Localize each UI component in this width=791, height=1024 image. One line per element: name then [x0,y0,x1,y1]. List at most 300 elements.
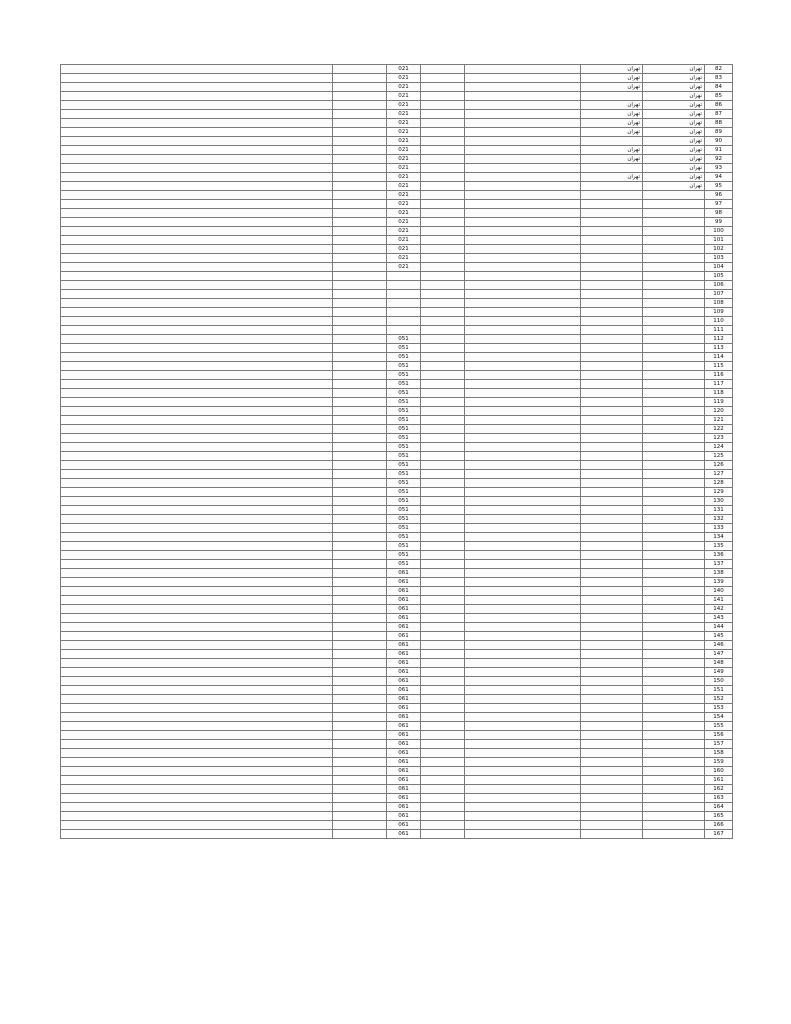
phone-cell [333,776,387,785]
table-row [61,524,733,533]
city-cell [581,479,643,488]
table-row [61,407,733,416]
area-code-cell: 021 [387,254,421,263]
area-code-cell [387,308,421,317]
row-number-cell: 112 [705,335,733,344]
row-number-cell: 147 [705,650,733,659]
address-cell [61,641,333,650]
branch-name-cell [465,578,581,587]
area-code-cell: 051 [387,551,421,560]
table-row [61,416,733,425]
phone-cell [333,713,387,722]
address-cell [61,695,333,704]
row-number-cell: 99 [705,218,733,227]
branch-code-cell [421,281,465,290]
address-cell [61,488,333,497]
address-cell [61,416,333,425]
city-cell: تهران [581,128,643,137]
branch-code-cell [421,263,465,272]
address-cell [61,236,333,245]
row-number-cell: 148 [705,659,733,668]
city-cell [581,317,643,326]
address-cell [61,128,333,137]
phone-cell [333,317,387,326]
row-number-cell: 106 [705,281,733,290]
branch-code-cell [421,191,465,200]
table-row [61,353,733,362]
branch-code-cell [421,605,465,614]
branch-name-cell [465,227,581,236]
row-number-cell: 95 [705,182,733,191]
address-cell [61,326,333,335]
branch-code-cell [421,101,465,110]
address-cell [61,740,333,749]
phone-cell [333,119,387,128]
row-number-cell: 118 [705,389,733,398]
branch-name-cell [465,416,581,425]
branch-name-cell [465,704,581,713]
row-number-cell: 158 [705,749,733,758]
branch-code-cell [421,587,465,596]
branch-name-cell [465,524,581,533]
phone-cell [333,488,387,497]
province-cell [643,785,705,794]
area-code-cell: 021 [387,164,421,173]
table-row [61,479,733,488]
phone-cell [333,677,387,686]
row-number-cell: 83 [705,74,733,83]
row-number-cell: 111 [705,326,733,335]
table-row [61,785,733,794]
table-row [61,281,733,290]
city-cell [581,326,643,335]
row-number-cell: 139 [705,578,733,587]
table-row [61,605,733,614]
city-cell [581,596,643,605]
branch-name-cell [465,155,581,164]
phone-cell [333,731,387,740]
province-cell [643,371,705,380]
address-cell [61,506,333,515]
province-cell [643,659,705,668]
area-code-cell: 051 [387,542,421,551]
row-number-cell: 89 [705,128,733,137]
province-cell: تهران [643,146,705,155]
city-cell [581,560,643,569]
branch-code-cell [421,344,465,353]
province-cell: تهران [643,74,705,83]
branch-code-cell [421,209,465,218]
area-code-cell: 061 [387,803,421,812]
province-cell [643,200,705,209]
address-cell [61,137,333,146]
branch-name-cell [465,119,581,128]
branch-name-cell [465,695,581,704]
table-row [61,596,733,605]
row-number-cell: 143 [705,614,733,623]
row-number-cell: 133 [705,524,733,533]
row-number-cell: 87 [705,110,733,119]
area-code-cell: 021 [387,209,421,218]
area-code-cell: 051 [387,479,421,488]
branch-name-cell [465,92,581,101]
province-cell [643,407,705,416]
city-cell [581,623,643,632]
city-cell [581,209,643,218]
branch-code-cell [421,398,465,407]
branch-name-cell [465,389,581,398]
branch-name-cell [465,713,581,722]
phone-cell [333,371,387,380]
area-code-cell: 061 [387,659,421,668]
row-number-cell: 167 [705,830,733,839]
province-cell [643,263,705,272]
province-cell [643,254,705,263]
phone-cell [333,362,387,371]
city-cell [581,353,643,362]
province-cell [643,650,705,659]
row-number-cell: 146 [705,641,733,650]
branch-code-cell [421,830,465,839]
table-row [61,263,733,272]
branch-name-cell [465,371,581,380]
province-cell [643,632,705,641]
phone-cell [333,353,387,362]
province-cell [643,191,705,200]
area-code-cell: 061 [387,623,421,632]
address-cell [61,812,333,821]
city-cell [581,299,643,308]
branch-code-cell [421,371,465,380]
branch-code-cell [421,236,465,245]
province-cell [643,695,705,704]
city-cell [581,830,643,839]
phone-cell [333,299,387,308]
branch-name-cell [465,146,581,155]
row-number-cell: 116 [705,371,733,380]
area-code-cell: 051 [387,434,421,443]
branch-name-cell [465,128,581,137]
area-code-cell: 061 [387,830,421,839]
city-cell [581,749,643,758]
address-cell [61,542,333,551]
area-code-cell: 061 [387,713,421,722]
table-row [61,326,733,335]
table-row [61,164,733,173]
city-cell [581,290,643,299]
city-cell [581,722,643,731]
branch-code-cell [421,623,465,632]
branch-code-cell [421,290,465,299]
table-row [61,74,733,83]
branch-name-cell [465,659,581,668]
table-row [61,695,733,704]
branch-code-cell [421,569,465,578]
branch-name-cell [465,821,581,830]
phone-cell [333,497,387,506]
province-cell [643,533,705,542]
province-cell: تهران [643,164,705,173]
branch-code-cell [421,110,465,119]
table-row [61,218,733,227]
area-code-cell: 021 [387,218,421,227]
city-cell [581,821,643,830]
province-cell [643,290,705,299]
city-cell: تهران [581,65,643,74]
city-cell [581,668,643,677]
row-number-cell: 149 [705,668,733,677]
area-code-cell: 061 [387,821,421,830]
branch-name-cell [465,281,581,290]
address-cell [61,533,333,542]
branch-code-cell [421,137,465,146]
address-cell [61,470,333,479]
address-cell [61,254,333,263]
row-number-cell: 90 [705,137,733,146]
table-row [61,641,733,650]
city-cell [581,515,643,524]
branch-name-cell [465,767,581,776]
branch-name-cell [465,722,581,731]
branch-code-cell [421,155,465,164]
phone-cell [333,749,387,758]
phone-cell [333,794,387,803]
phone-cell [333,740,387,749]
row-number-cell: 86 [705,101,733,110]
table-row [61,632,733,641]
branch-name-cell [465,254,581,263]
province-cell [643,569,705,578]
branch-table-sheet [60,64,732,839]
phone-cell [333,821,387,830]
row-number-cell: 159 [705,758,733,767]
address-cell [61,650,333,659]
city-cell [581,461,643,470]
city-cell [581,425,643,434]
address-cell [61,443,333,452]
table-row [61,452,733,461]
table-row [61,587,733,596]
phone-cell [333,101,387,110]
area-code-cell: 021 [387,101,421,110]
city-cell [581,344,643,353]
branch-code-cell [421,488,465,497]
city-cell [581,506,643,515]
phone-cell [333,83,387,92]
city-cell [581,614,643,623]
city-cell [581,218,643,227]
phone-cell [333,533,387,542]
province-cell: تهران [643,155,705,164]
phone-cell [333,236,387,245]
area-code-cell: 061 [387,794,421,803]
area-code-cell: 051 [387,533,421,542]
city-cell [581,416,643,425]
row-number-cell: 105 [705,272,733,281]
row-number-cell: 154 [705,713,733,722]
area-code-cell: 021 [387,182,421,191]
address-cell [61,731,333,740]
branch-name-cell [465,515,581,524]
area-code-cell [387,272,421,281]
table-row [61,299,733,308]
area-code-cell: 061 [387,758,421,767]
address-cell [61,389,333,398]
table-row [61,569,733,578]
province-cell: تهران [643,101,705,110]
phone-cell [333,479,387,488]
branch-code-cell [421,362,465,371]
table-row [61,668,733,677]
area-code-cell: 021 [387,263,421,272]
phone-cell [333,569,387,578]
area-code-cell: 061 [387,614,421,623]
row-number-cell: 142 [705,605,733,614]
branch-name-cell [465,758,581,767]
province-cell [643,641,705,650]
branch-table [60,64,733,839]
table-row [61,335,733,344]
city-cell [581,236,643,245]
row-number-cell: 103 [705,254,733,263]
address-cell [61,776,333,785]
address-cell [61,794,333,803]
branch-name-cell [465,425,581,434]
table-row [61,749,733,758]
branch-code-cell [421,479,465,488]
city-cell [581,371,643,380]
address-cell [61,308,333,317]
row-number-cell: 110 [705,317,733,326]
branch-name-cell [465,326,581,335]
address-cell [61,758,333,767]
address-cell [61,101,333,110]
province-cell [643,749,705,758]
city-cell [581,335,643,344]
table-row [61,227,733,236]
branch-code-cell [421,758,465,767]
city-cell: تهران [581,74,643,83]
branch-name-cell [465,641,581,650]
area-code-cell: 061 [387,731,421,740]
phone-cell [333,758,387,767]
branch-code-cell [421,722,465,731]
province-cell [643,380,705,389]
city-cell [581,785,643,794]
branch-name-cell [465,542,581,551]
area-code-cell: 051 [387,515,421,524]
branch-name-cell [465,479,581,488]
row-number-cell: 101 [705,236,733,245]
phone-cell [333,110,387,119]
phone-cell [333,380,387,389]
city-cell [581,803,643,812]
table-row [61,362,733,371]
phone-cell [333,164,387,173]
address-cell [61,173,333,182]
phone-cell [333,434,387,443]
province-cell [643,623,705,632]
province-cell [643,731,705,740]
branch-name-cell [465,110,581,119]
area-code-cell: 021 [387,65,421,74]
branch-name-cell [465,776,581,785]
table-row [61,677,733,686]
branch-name-cell [465,506,581,515]
address-cell [61,632,333,641]
province-cell: تهران [643,83,705,92]
phone-cell [333,425,387,434]
phone-cell [333,146,387,155]
province-cell [643,551,705,560]
address-cell [61,272,333,281]
table-row [61,191,733,200]
province-cell [643,722,705,731]
branch-code-cell [421,443,465,452]
branch-name-cell [465,551,581,560]
row-number-cell: 93 [705,164,733,173]
branch-code-cell [421,650,465,659]
row-number-cell: 98 [705,209,733,218]
row-number-cell: 164 [705,803,733,812]
table-row [61,65,733,74]
branch-code-cell [421,335,465,344]
province-cell [643,488,705,497]
phone-cell [333,344,387,353]
area-code-cell: 021 [387,128,421,137]
phone-cell [333,182,387,191]
branch-code-cell [421,308,465,317]
branch-name-cell [465,488,581,497]
table-row [61,470,733,479]
address-cell [61,560,333,569]
phone-cell [333,830,387,839]
phone-cell [333,74,387,83]
branch-code-cell [421,686,465,695]
province-cell [643,425,705,434]
row-number-cell: 92 [705,155,733,164]
area-code-cell: 061 [387,677,421,686]
row-number-cell: 125 [705,452,733,461]
table-row [61,155,733,164]
branch-code-cell [421,452,465,461]
branch-name-cell [465,101,581,110]
row-number-cell: 165 [705,812,733,821]
table-row [61,371,733,380]
area-code-cell: 061 [387,749,421,758]
branch-name-cell [465,740,581,749]
province-cell [643,605,705,614]
branch-name-cell [465,398,581,407]
phone-cell [333,272,387,281]
branch-name-cell [465,443,581,452]
branch-name-cell [465,785,581,794]
row-number-cell: 100 [705,227,733,236]
branch-name-cell [465,560,581,569]
address-cell [61,380,333,389]
area-code-cell: 061 [387,605,421,614]
phone-cell [333,704,387,713]
city-cell [581,686,643,695]
address-cell [61,767,333,776]
address-cell [61,200,333,209]
province-cell [643,443,705,452]
phone-cell [333,560,387,569]
branch-code-cell [421,695,465,704]
table-row [61,209,733,218]
phone-cell [333,407,387,416]
branch-code-cell [421,803,465,812]
